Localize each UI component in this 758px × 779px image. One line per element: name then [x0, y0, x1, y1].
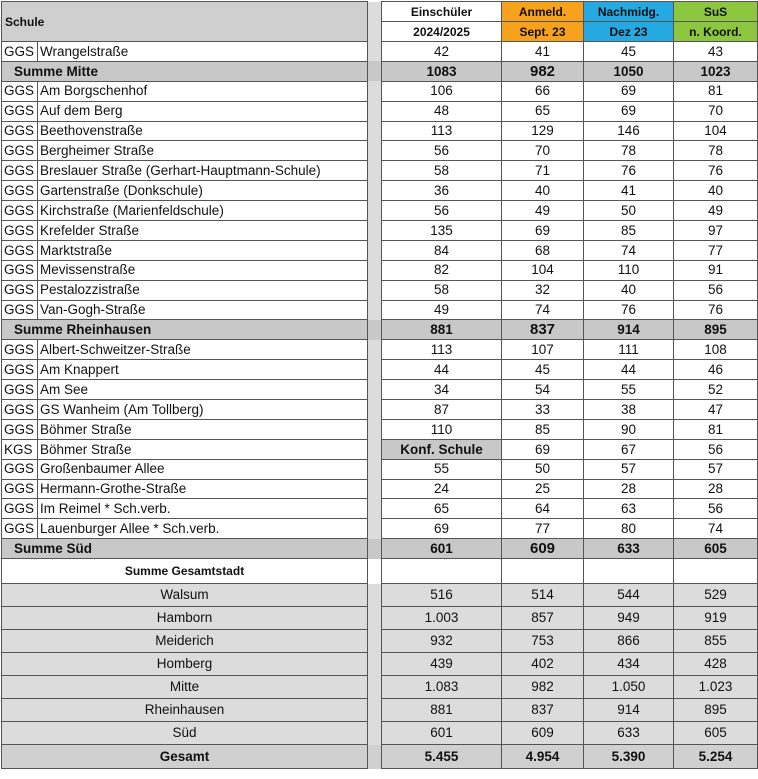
value-cell: 34: [382, 380, 502, 400]
column-header-3: SuS: [674, 2, 758, 22]
value-cell: Konf. Schule: [382, 439, 502, 459]
table-row: [2, 121, 758, 141]
value-cell: 28: [674, 479, 758, 499]
value-cell: 77: [502, 519, 584, 539]
value-cell: 69: [584, 101, 674, 121]
summary-row: [2, 539, 758, 559]
value-cell: 69: [584, 81, 674, 101]
value-cell: 90: [584, 419, 674, 439]
column-header-0: Einschüler: [382, 2, 502, 22]
value-cell: 54: [502, 380, 584, 400]
separator-cell: [368, 439, 382, 459]
value-cell: 69: [502, 221, 584, 241]
separator-cell: [368, 201, 382, 221]
separator-cell: [368, 653, 382, 676]
value-cell: 63: [584, 499, 674, 519]
school-type: GGS: [2, 201, 38, 221]
table-row: [2, 300, 758, 320]
school-type: GGS: [2, 42, 38, 62]
value-cell: 41: [584, 181, 674, 201]
school-type: GGS: [2, 300, 38, 320]
table-row: [2, 439, 758, 459]
separator-cell: [368, 320, 382, 340]
value-cell: 70: [502, 141, 584, 161]
table-row: [2, 519, 758, 539]
table-row: [2, 459, 758, 479]
school-name: Van-Gogh-Straße: [38, 300, 368, 320]
value-cell: 65: [382, 499, 502, 519]
school-type: GGS: [2, 161, 38, 181]
school-name: Lauenburger Allee * Sch.verb.: [38, 519, 368, 539]
separator-cell: [368, 260, 382, 280]
value-cell: 42: [382, 42, 502, 62]
value-cell: 33: [502, 400, 584, 420]
district-value: 514: [502, 584, 584, 607]
value-cell: 85: [502, 419, 584, 439]
table-row: [2, 280, 758, 300]
separator-cell: [368, 161, 382, 181]
value-cell: 110: [584, 260, 674, 280]
separator-cell: [368, 607, 382, 630]
value-cell: 113: [382, 121, 502, 141]
table-row: [2, 221, 758, 241]
district-value: 914: [584, 699, 674, 722]
district-value: 428: [674, 653, 758, 676]
column-subheader-1: Sept. 23: [502, 22, 584, 42]
value-cell: 97: [674, 221, 758, 241]
column-header-1: Anmeld.: [502, 2, 584, 22]
separator-cell: [368, 479, 382, 499]
value-cell: 56: [674, 439, 758, 459]
empty-cell: [382, 559, 502, 584]
table-row: [2, 260, 758, 280]
separator-cell: [368, 584, 382, 607]
empty-cell: [584, 559, 674, 584]
summary-row: [2, 61, 758, 81]
school-type: GGS: [2, 519, 38, 539]
value-cell: 50: [502, 459, 584, 479]
table-row: [2, 360, 758, 380]
separator-cell: [368, 676, 382, 699]
value-cell: 837: [502, 320, 584, 340]
district-row: [2, 676, 758, 699]
district-value: 633: [584, 722, 674, 745]
school-type: GGS: [2, 141, 38, 161]
value-cell: 46: [674, 360, 758, 380]
empty-cell: [674, 559, 758, 584]
school-name: Auf dem Berg: [38, 101, 368, 121]
table-row: [2, 240, 758, 260]
value-cell: 40: [584, 280, 674, 300]
column-subheader-3: n. Koord.: [674, 22, 758, 42]
value-cell: 58: [382, 280, 502, 300]
separator-cell: [368, 240, 382, 260]
district-name: Hamborn: [2, 607, 368, 630]
district-value: 516: [382, 584, 502, 607]
school-type: KGS: [2, 439, 38, 459]
school-type: GGS: [2, 81, 38, 101]
value-cell: 49: [502, 201, 584, 221]
summary-label: Summe Rheinhausen: [2, 320, 368, 340]
value-cell: 74: [674, 519, 758, 539]
separator-cell: [368, 722, 382, 745]
district-value: 1.050: [584, 676, 674, 699]
value-cell: 104: [674, 121, 758, 141]
separator-cell: [368, 539, 382, 559]
school-name: Mevissenstraße: [38, 260, 368, 280]
value-cell: 77: [674, 240, 758, 260]
district-value: 866: [584, 630, 674, 653]
school-name: Albert-Schweitzer-Straße: [38, 340, 368, 360]
separator-cell: [368, 340, 382, 360]
district-value: 932: [382, 630, 502, 653]
value-cell: 895: [674, 320, 758, 340]
district-value: 895: [674, 699, 758, 722]
value-cell: 25: [502, 479, 584, 499]
value-cell: 32: [502, 280, 584, 300]
value-cell: 633: [584, 539, 674, 559]
value-cell: 57: [584, 459, 674, 479]
value-cell: 605: [674, 539, 758, 559]
separator-cell: [368, 360, 382, 380]
value-cell: 47: [674, 400, 758, 420]
school-type: GGS: [2, 499, 38, 519]
total-value: 5.254: [674, 745, 758, 769]
table-row: [2, 419, 758, 439]
school-type: GGS: [2, 260, 38, 280]
schule-header: Schule: [2, 2, 368, 42]
school-type: GGS: [2, 121, 38, 141]
table-row: [2, 181, 758, 201]
value-cell: 78: [674, 141, 758, 161]
value-cell: 146: [584, 121, 674, 141]
school-type: GGS: [2, 360, 38, 380]
school-type: GGS: [2, 380, 38, 400]
value-cell: 58: [382, 161, 502, 181]
district-name: Meiderich: [2, 630, 368, 653]
total-value: 4.954: [502, 745, 584, 769]
table-row: [2, 81, 758, 101]
value-cell: 56: [674, 499, 758, 519]
value-cell: 52: [674, 380, 758, 400]
district-value: 529: [674, 584, 758, 607]
value-cell: 68: [502, 240, 584, 260]
district-value: 605: [674, 722, 758, 745]
value-cell: 69: [502, 439, 584, 459]
value-cell: 64: [502, 499, 584, 519]
value-cell: 104: [502, 260, 584, 280]
value-cell: 1083: [382, 61, 502, 81]
value-cell: 78: [584, 141, 674, 161]
separator-cell: [368, 300, 382, 320]
value-cell: 81: [674, 419, 758, 439]
district-name: Walsum: [2, 584, 368, 607]
value-cell: 57: [674, 459, 758, 479]
separator-cell: [368, 559, 382, 584]
district-value: 402: [502, 653, 584, 676]
value-cell: 40: [674, 181, 758, 201]
value-cell: 914: [584, 320, 674, 340]
value-cell: 609: [502, 539, 584, 559]
school-name: Beethovenstraße: [38, 121, 368, 141]
school-name: Im Reimel * Sch.verb.: [38, 499, 368, 519]
summary-label: Summe Süd: [2, 539, 368, 559]
district-value: 609: [502, 722, 584, 745]
value-cell: 65: [502, 101, 584, 121]
summary-label: Summe Mitte: [2, 61, 368, 81]
district-value: 601: [382, 722, 502, 745]
separator-cell: [368, 101, 382, 121]
value-cell: 111: [584, 340, 674, 360]
district-value: 753: [502, 630, 584, 653]
value-cell: 91: [674, 260, 758, 280]
school-name: Krefelder Straße: [38, 221, 368, 241]
school-type: GGS: [2, 459, 38, 479]
separator-cell: [368, 519, 382, 539]
district-value: 982: [502, 676, 584, 699]
district-name: Mitte: [2, 676, 368, 699]
value-cell: 881: [382, 320, 502, 340]
separator-cell: [368, 61, 382, 81]
separator-cell: [368, 419, 382, 439]
value-cell: 106: [382, 81, 502, 101]
school-name: Marktstraße: [38, 240, 368, 260]
total-label: Gesamt: [2, 745, 368, 769]
value-cell: 40: [502, 181, 584, 201]
value-cell: 74: [502, 300, 584, 320]
value-cell: 107: [502, 340, 584, 360]
table-row: [2, 340, 758, 360]
value-cell: 76: [584, 300, 674, 320]
value-cell: 1023: [674, 61, 758, 81]
separator-cell: [368, 499, 382, 519]
district-value: 855: [674, 630, 758, 653]
table-row: [2, 400, 758, 420]
value-cell: 24: [382, 479, 502, 499]
school-name: GS Wanheim (Am Tollberg): [38, 400, 368, 420]
value-cell: 44: [382, 360, 502, 380]
school-type: GGS: [2, 280, 38, 300]
value-cell: 66: [502, 81, 584, 101]
value-cell: 49: [382, 300, 502, 320]
value-cell: 71: [502, 161, 584, 181]
school-name: Am Knappert: [38, 360, 368, 380]
value-cell: 49: [674, 201, 758, 221]
separator-cell: [368, 42, 382, 62]
value-cell: 55: [382, 459, 502, 479]
value-cell: 80: [584, 519, 674, 539]
school-name: Pestalozzistraße: [38, 280, 368, 300]
school-type: GGS: [2, 101, 38, 121]
school-name: Großenbaumer Allee: [38, 459, 368, 479]
column-subheader-2: Dez 23: [584, 22, 674, 42]
total-value: 5.455: [382, 745, 502, 769]
separator-cell: [368, 459, 382, 479]
district-value: 439: [382, 653, 502, 676]
school-type: GGS: [2, 479, 38, 499]
school-name: Hermann-Grothe-Straße: [38, 479, 368, 499]
district-value: 919: [674, 607, 758, 630]
separator-cell: [368, 400, 382, 420]
separator-cell: [368, 380, 382, 400]
separator-cell: [368, 81, 382, 101]
separator-cell: [368, 699, 382, 722]
value-cell: 135: [382, 221, 502, 241]
table-row: [2, 141, 758, 161]
value-cell: 36: [382, 181, 502, 201]
school-name: Breslauer Straße (Gerhart-Hauptmann-Schule): [38, 161, 368, 181]
table-row: [2, 201, 758, 221]
school-name: Am Borgschenhof: [38, 81, 368, 101]
separator-cell: [368, 121, 382, 141]
value-cell: 48: [382, 101, 502, 121]
value-cell: 113: [382, 340, 502, 360]
district-row: [2, 722, 758, 745]
summary-row: [2, 320, 758, 340]
table-row: [2, 42, 758, 62]
value-cell: 982: [502, 61, 584, 81]
value-cell: 81: [674, 81, 758, 101]
total-value: 5.390: [584, 745, 674, 769]
district-value: 1.083: [382, 676, 502, 699]
district-row: [2, 699, 758, 722]
separator-cell: [368, 745, 382, 769]
district-value: 1.023: [674, 676, 758, 699]
value-cell: 85: [584, 221, 674, 241]
school-name: Am See: [38, 380, 368, 400]
value-cell: 44: [584, 360, 674, 380]
school-name: Kirchstraße (Marienfeldschule): [38, 201, 368, 221]
district-row: [2, 584, 758, 607]
value-cell: 74: [584, 240, 674, 260]
value-cell: 76: [674, 161, 758, 181]
value-cell: 38: [584, 400, 674, 420]
school-type: GGS: [2, 240, 38, 260]
school-name: Böhmer Straße: [38, 419, 368, 439]
separator-cell: [368, 141, 382, 161]
header-row-top: [2, 2, 758, 22]
empty-cell: [502, 559, 584, 584]
value-cell: 70: [674, 101, 758, 121]
school-name: Gartenstraße (Donkschule): [38, 181, 368, 201]
total-row: [2, 745, 758, 769]
school-name: Böhmer Straße: [38, 439, 368, 459]
value-cell: 84: [382, 240, 502, 260]
table-row: [2, 479, 758, 499]
value-cell: 56: [382, 201, 502, 221]
district-value: 544: [584, 584, 674, 607]
district-value: 434: [584, 653, 674, 676]
district-value: 881: [382, 699, 502, 722]
district-name: Rheinhausen: [2, 699, 368, 722]
value-cell: 43: [674, 42, 758, 62]
school-name: Bergheimer Straße: [38, 141, 368, 161]
column-subheader-0: 2024/2025: [382, 22, 502, 42]
separator-cell: [368, 630, 382, 653]
school-type: GGS: [2, 400, 38, 420]
table-row: [2, 380, 758, 400]
value-cell: 67: [584, 439, 674, 459]
column-header-2: Nachmidg.: [584, 2, 674, 22]
value-cell: 108: [674, 340, 758, 360]
district-row: [2, 607, 758, 630]
separator-column: [368, 2, 382, 42]
value-cell: 56: [382, 141, 502, 161]
value-cell: 41: [502, 42, 584, 62]
school-enrollment-table: [1, 1, 758, 769]
school-type: GGS: [2, 221, 38, 241]
district-row: [2, 653, 758, 676]
table-row: [2, 101, 758, 121]
value-cell: 69: [382, 519, 502, 539]
value-cell: 87: [382, 400, 502, 420]
district-value: 837: [502, 699, 584, 722]
gesamtstadt-header-row: [2, 559, 758, 584]
school-type: GGS: [2, 340, 38, 360]
gesamtstadt-title: Summe Gesamtstadt: [2, 559, 368, 584]
value-cell: 56: [674, 280, 758, 300]
value-cell: 45: [502, 360, 584, 380]
school-name: Wrangelstraße: [38, 42, 368, 62]
separator-cell: [368, 181, 382, 201]
value-cell: 110: [382, 419, 502, 439]
table-row: [2, 161, 758, 181]
value-cell: 82: [382, 260, 502, 280]
value-cell: 76: [584, 161, 674, 181]
separator-cell: [368, 221, 382, 241]
school-type: GGS: [2, 181, 38, 201]
district-name: Süd: [2, 722, 368, 745]
value-cell: 76: [674, 300, 758, 320]
district-name: Homberg: [2, 653, 368, 676]
district-value: 949: [584, 607, 674, 630]
separator-cell: [368, 280, 382, 300]
value-cell: 50: [584, 201, 674, 221]
value-cell: 55: [584, 380, 674, 400]
district-row: [2, 630, 758, 653]
value-cell: 45: [584, 42, 674, 62]
value-cell: 28: [584, 479, 674, 499]
value-cell: 129: [502, 121, 584, 141]
table-row: [2, 499, 758, 519]
value-cell: 1050: [584, 61, 674, 81]
district-value: 857: [502, 607, 584, 630]
district-value: 1.003: [382, 607, 502, 630]
school-type: GGS: [2, 419, 38, 439]
value-cell: 601: [382, 539, 502, 559]
